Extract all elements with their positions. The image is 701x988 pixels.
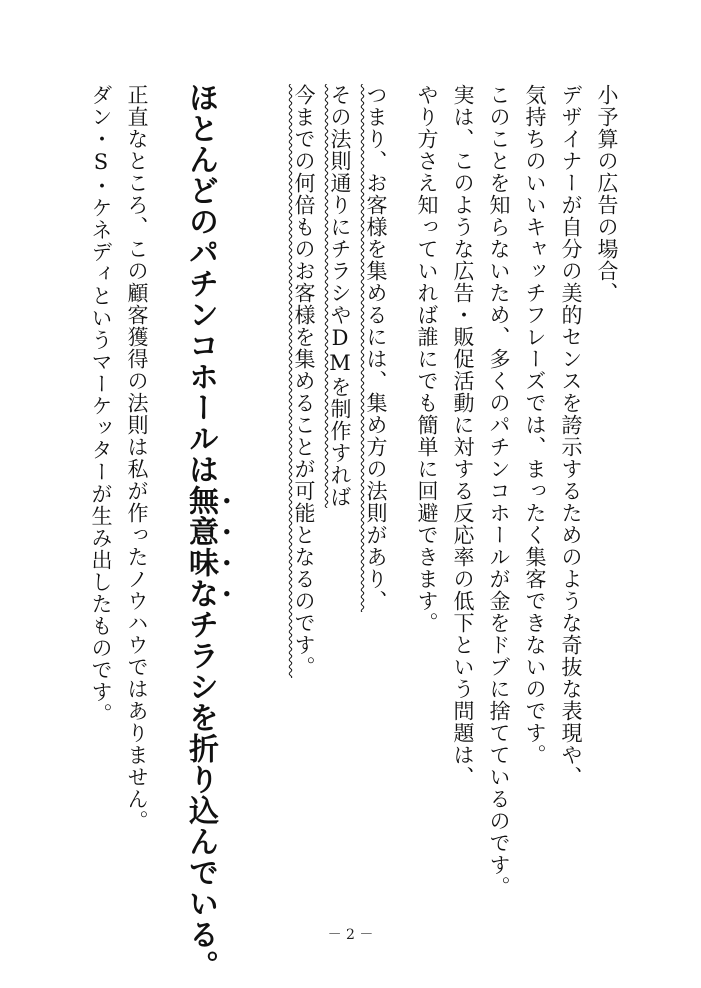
text-column-wavy bbox=[326, 84, 353, 944]
text-column-wavy bbox=[290, 84, 317, 944]
text-column: このことを知らないため、多くのパチンコホールが金をドブに捨てているのです。 bbox=[487, 84, 511, 898]
text-column-wavy bbox=[362, 84, 389, 944]
bold-heading bbox=[183, 82, 236, 981]
wavy-underlined-text: その法則通りにチラシやDMを制作すれば bbox=[328, 84, 352, 508]
wavy-underlined-text: つまり、お客様を集めるには、集め方の法則があり、 bbox=[364, 84, 388, 612]
text-column: 正直なところ、この顧客獲得の法則は私が作ったノウハウではありません。 bbox=[125, 84, 149, 832]
text-column: デザイナーが自分の美的センスを誇示するためのような奇抜な表現や、 bbox=[559, 84, 583, 788]
text-column: ダン・S・ケネディというマーケッターが生み出したものです。 bbox=[89, 84, 113, 725]
heading-part: ほとんどのパチンコホールは bbox=[183, 82, 218, 485]
heading-part: チラシを折り込んでいる。 bbox=[183, 609, 218, 981]
page-number: － 2 － bbox=[327, 927, 374, 943]
heading-emphasis: 無意味な bbox=[183, 485, 218, 609]
text-column: やり方さえ知っていれば誰にでも簡単に回避できます。 bbox=[415, 84, 439, 634]
text-column: 実は、このような広告・販促活動に対する反応率の低下という問題は、 bbox=[451, 84, 475, 788]
wavy-underlined-text: 今までの何倍ものお客様を集めることが可能となるのです。 bbox=[292, 84, 316, 678]
text-column: 気持ちのいいキャッチフレーズでは、まったく集客できないのです。 bbox=[523, 84, 547, 766]
text-column: 小予算の広告の場合、 bbox=[595, 84, 619, 304]
